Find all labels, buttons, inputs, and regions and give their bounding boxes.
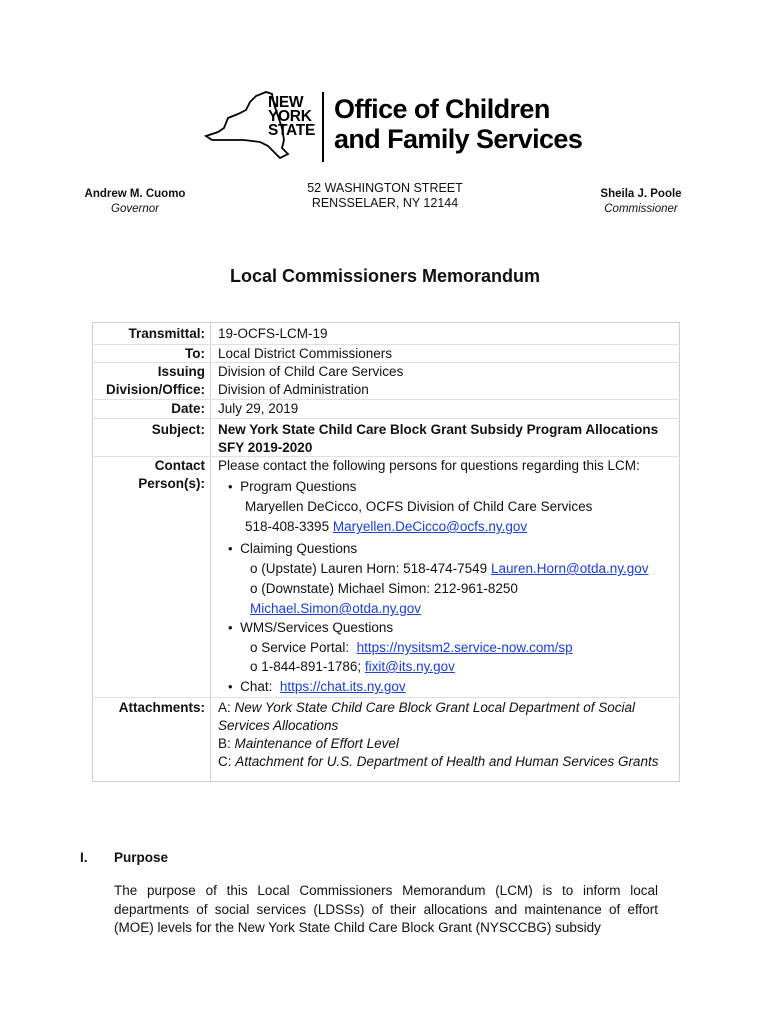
circle-bullet-icon: o (250, 581, 258, 596)
program-questions-item: • Program Questions (228, 479, 357, 494)
address-line-1: 52 WASHINGTON STREET (307, 181, 463, 195)
commissioner-block (586, 187, 696, 217)
program-email-link[interactable]: Maryellen.DeCicco@ocfs.ny.gov (332, 519, 528, 534)
logo-divider (322, 92, 324, 162)
issuing-value: Division of Child Care Services Division of Administration (218, 364, 404, 397)
date-value: July 29, 2019 (218, 401, 299, 416)
contact-label: Contact Person(s): (138, 458, 205, 491)
commissioner-name: Sheila J. Poole (600, 188, 682, 200)
wms-questions-item: • WMS/Services Questions (228, 620, 394, 635)
attachments-label: Attachments: (118, 700, 205, 715)
governor-block (80, 187, 190, 217)
section-title: Purpose (114, 850, 169, 865)
bullet-icon: • (228, 479, 233, 494)
circle-bullet-icon: o (250, 561, 258, 576)
office-address (280, 181, 490, 211)
service-portal-link[interactable]: https://nysitsm2.service-now.com/sp (356, 640, 573, 655)
phone-line: o 1-844-891-1786; fixit@its.ny.gov (250, 659, 455, 674)
program-phone-line: 518-408-3395 Maryellen.DeCicco@ocfs.ny.gov (245, 519, 528, 534)
governor-title: Governor (111, 203, 159, 215)
service-portal-line: o Service Portal: https://nysitsm2.service-now.com/sp (250, 640, 573, 655)
downstate-contact: o (Downstate) Michael Simon: 212-961-8250 (250, 581, 518, 596)
issuing-label: Issuing Division/Office: (105, 364, 205, 397)
purpose-paragraph: The purpose of this Local Commissioners Memorandum (LCM) is to inform local departments of social services (LDSSs) of their allocations and maintenance of effort (MOE) levels for the New York State Child Care Block Grant (NYSCCBG) subsidy (114, 883, 658, 935)
table-row-divider (92, 697, 680, 698)
table-row-divider (92, 418, 680, 419)
contact-intro: Please contact the following persons for questions regarding this LCM: (218, 458, 640, 473)
to-label: To: (185, 346, 205, 361)
chat-link[interactable]: https://chat.its.ny.gov (279, 679, 406, 694)
downstate-email-link[interactable]: Michael.Simon@otda.ny.gov (250, 601, 422, 616)
governor-name: Andrew M. Cuomo (84, 188, 186, 200)
address-line-2: RENSSELAER, NY 12144 (311, 196, 459, 210)
upstate-contact: o (Upstate) Lauren Horn: 518-474-7549 Lauren.Horn@otda.ny.gov (250, 561, 649, 576)
logo-state-text: NEW YORK STATE (268, 94, 316, 139)
downstate-email-line (250, 600, 421, 618)
program-contact: Maryellen DeCicco, OCFS Division of Child Care Services (245, 499, 593, 514)
section-number: I. (80, 850, 88, 865)
commissioner-title: Commissioner (604, 203, 678, 215)
fixit-email-link[interactable]: fixit@its.ny.gov (364, 659, 455, 674)
logo-org-name: Office of Children and Family Services (334, 94, 583, 154)
memo-title: Local Commissioners Memorandum (229, 266, 541, 286)
to-value: Local District Commissioners (218, 346, 393, 361)
attachments-value: A: New York State Child Care Block Grant Local Department of Social Services Allocations B: Maintenance of Effort Level C: Attachment for U.S. Department of Health and Human Services Grants (218, 700, 659, 769)
upstate-email-link[interactable]: Lauren.Horn@otda.ny.gov (490, 561, 649, 576)
bullet-icon: • (228, 679, 233, 694)
subject-value: New York State Child Care Block Grant Subsidy Program Allocations SFY 2019-2020 (218, 422, 659, 455)
date-label: Date: (171, 401, 205, 416)
table-column-divider (210, 322, 211, 782)
bullet-icon: • (228, 541, 233, 556)
claiming-questions-item: • Claiming Questions (228, 541, 358, 556)
circle-bullet-icon: o (250, 640, 258, 655)
transmittal-label: Transmittal: (128, 326, 205, 341)
circle-bullet-icon: o (250, 659, 258, 674)
chat-item: • Chat: https://chat.its.ny.gov (228, 679, 406, 694)
subject-label: Subject: (151, 422, 205, 437)
transmittal-value: 19-OCFS-LCM-19 (218, 326, 328, 341)
bullet-icon: • (228, 620, 233, 635)
